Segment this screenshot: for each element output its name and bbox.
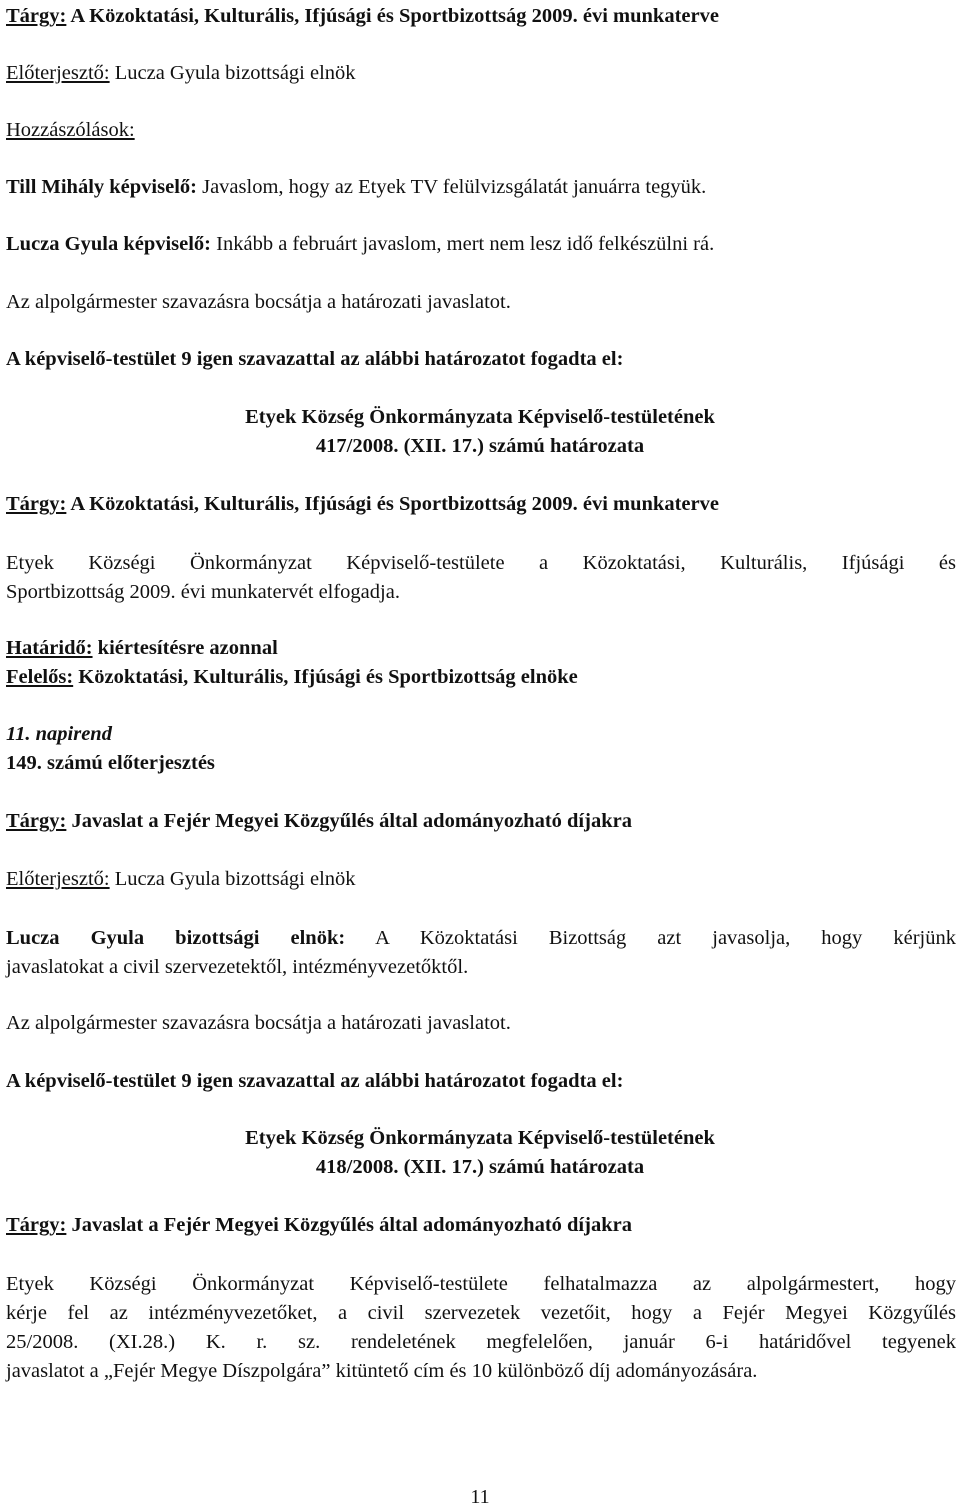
comment-lucza (6, 232, 714, 256)
vote-result: A képviselő-testület 9 igen szavazattal az alábbi határozatot fogadta el: (6, 348, 624, 370)
comment-text: Inkább a februárt javaslom, mert nem lesz idő felkészülni rá. (211, 233, 715, 255)
res-subject-label: Tárgy: (6, 1214, 67, 1236)
res-subject-label: Tárgy: (6, 493, 67, 515)
agenda-item: 11. napirend (6, 723, 112, 745)
comment-text: A Közoktatási Bizottság azt javasolja, hogy kérjünk (345, 927, 956, 949)
subject-text: Javaslat a Fejér Megyei Közgyűlés által adományozható díjakra (66, 810, 632, 832)
decision-line: kérje fel az intézményvezetőket, a civil szervezetek vezetőit, hogy a Fejér Megyei Közgyűlés (6, 1302, 956, 1324)
decision-line: javaslatot a „Fejér Megye Díszpolgára” kitüntető cím és 10 különböző díj adományozására. (6, 1360, 758, 1382)
resolution-subject (6, 1213, 632, 1237)
decision-paragraph (6, 549, 956, 607)
subject-line-2 (6, 809, 632, 833)
resolution-body: Etyek Község Önkormányzata Képviselő-testületének (245, 1127, 715, 1149)
comment-paragraph (6, 924, 956, 982)
presenter-line-1 (6, 61, 356, 85)
comment-till (6, 175, 706, 199)
resolution-number: 417/2008. (XII. 17.) számú határozata (315, 435, 645, 457)
deadline-line (6, 636, 278, 660)
decision-line: 25/2008. (XI.28.) K. r. sz. rendeletének megfelelően, január 6-i határidővel tegyenek (6, 1331, 956, 1353)
deadline-label: Határidő: (6, 637, 93, 659)
comment-text: Javaslom, hogy az Etyek TV felülvizsgálatát januárra tegyük. (196, 176, 707, 198)
resolution-body: Etyek Község Önkormányzata Képviselő-testületének (245, 406, 715, 428)
resolution-number: 418/2008. (XII. 17.) számú határozata (315, 1156, 645, 1178)
comment-line: javaslatokat a civil szervezetektől, intézményvezetőktől. (6, 956, 469, 978)
comment-speaker: Lucza Gyula bizottsági elnök: (6, 927, 346, 949)
responsible-text: Közoktatási, Kulturális, Ifjúsági és Sportbizottság elnöke (73, 666, 578, 688)
comment-speaker: Till Mihály képviselő: (6, 176, 197, 198)
presenter-line-2 (6, 867, 356, 891)
decision-line: Etyek Községi Önkormányzat Képviselő-testülete felhatalmazza az alpolgármestert, hogy (6, 1273, 956, 1295)
decision-paragraph (6, 1270, 956, 1386)
comment-speaker: Lucza Gyula képviselő: (6, 233, 212, 255)
presenter-label: Előterjesztő: (6, 868, 110, 890)
subject-label: Tárgy: (6, 810, 67, 832)
subject-text: A Közoktatási, Kulturális, Ifjúsági és Sportbizottság 2009. évi munkaterve (66, 5, 719, 27)
presenter-label: Előterjesztő: (6, 62, 110, 84)
deadline-text: kiértesítésre azonnal (92, 637, 278, 659)
subject-line-1 (6, 4, 719, 28)
presenter-text: Lucza Gyula bizottsági elnök (109, 868, 356, 890)
decision-line: Sportbizottság 2009. évi munkatervét elfogadja. (6, 581, 400, 603)
vote-call: Az alpolgármester szavazásra bocsátja a határozati javaslatot. (6, 1012, 511, 1034)
res-subject-text: A Közoktatási, Kulturális, Ifjúsági és Sportbizottság 2009. évi munkaterve (66, 493, 719, 515)
responsible-label: Felelős: (6, 666, 74, 688)
responsible-line (6, 665, 578, 689)
vote-result: A képviselő-testület 9 igen szavazattal az alábbi határozatot fogadta el: (6, 1070, 624, 1092)
comments-heading: Hozzászólások: (6, 119, 135, 141)
res-subject-text: Javaslat a Fejér Megyei Közgyűlés által adományozható díjakra (66, 1214, 632, 1236)
vote-call: Az alpolgármester szavazásra bocsátja a határozati javaslatot. (6, 291, 511, 313)
presenter-text: Lucza Gyula bizottsági elnök (109, 62, 356, 84)
decision-line: Etyek Községi Önkormányzat Képviselő-testülete a Közoktatási, Kulturális, Ifjúsági és (6, 552, 956, 574)
page-number: 11 (470, 1486, 490, 1508)
comment-line (6, 924, 956, 953)
resolution-subject (6, 492, 719, 516)
subject-label: Tárgy: (6, 5, 67, 27)
proposal-number: 149. számú előterjesztés (6, 752, 215, 774)
